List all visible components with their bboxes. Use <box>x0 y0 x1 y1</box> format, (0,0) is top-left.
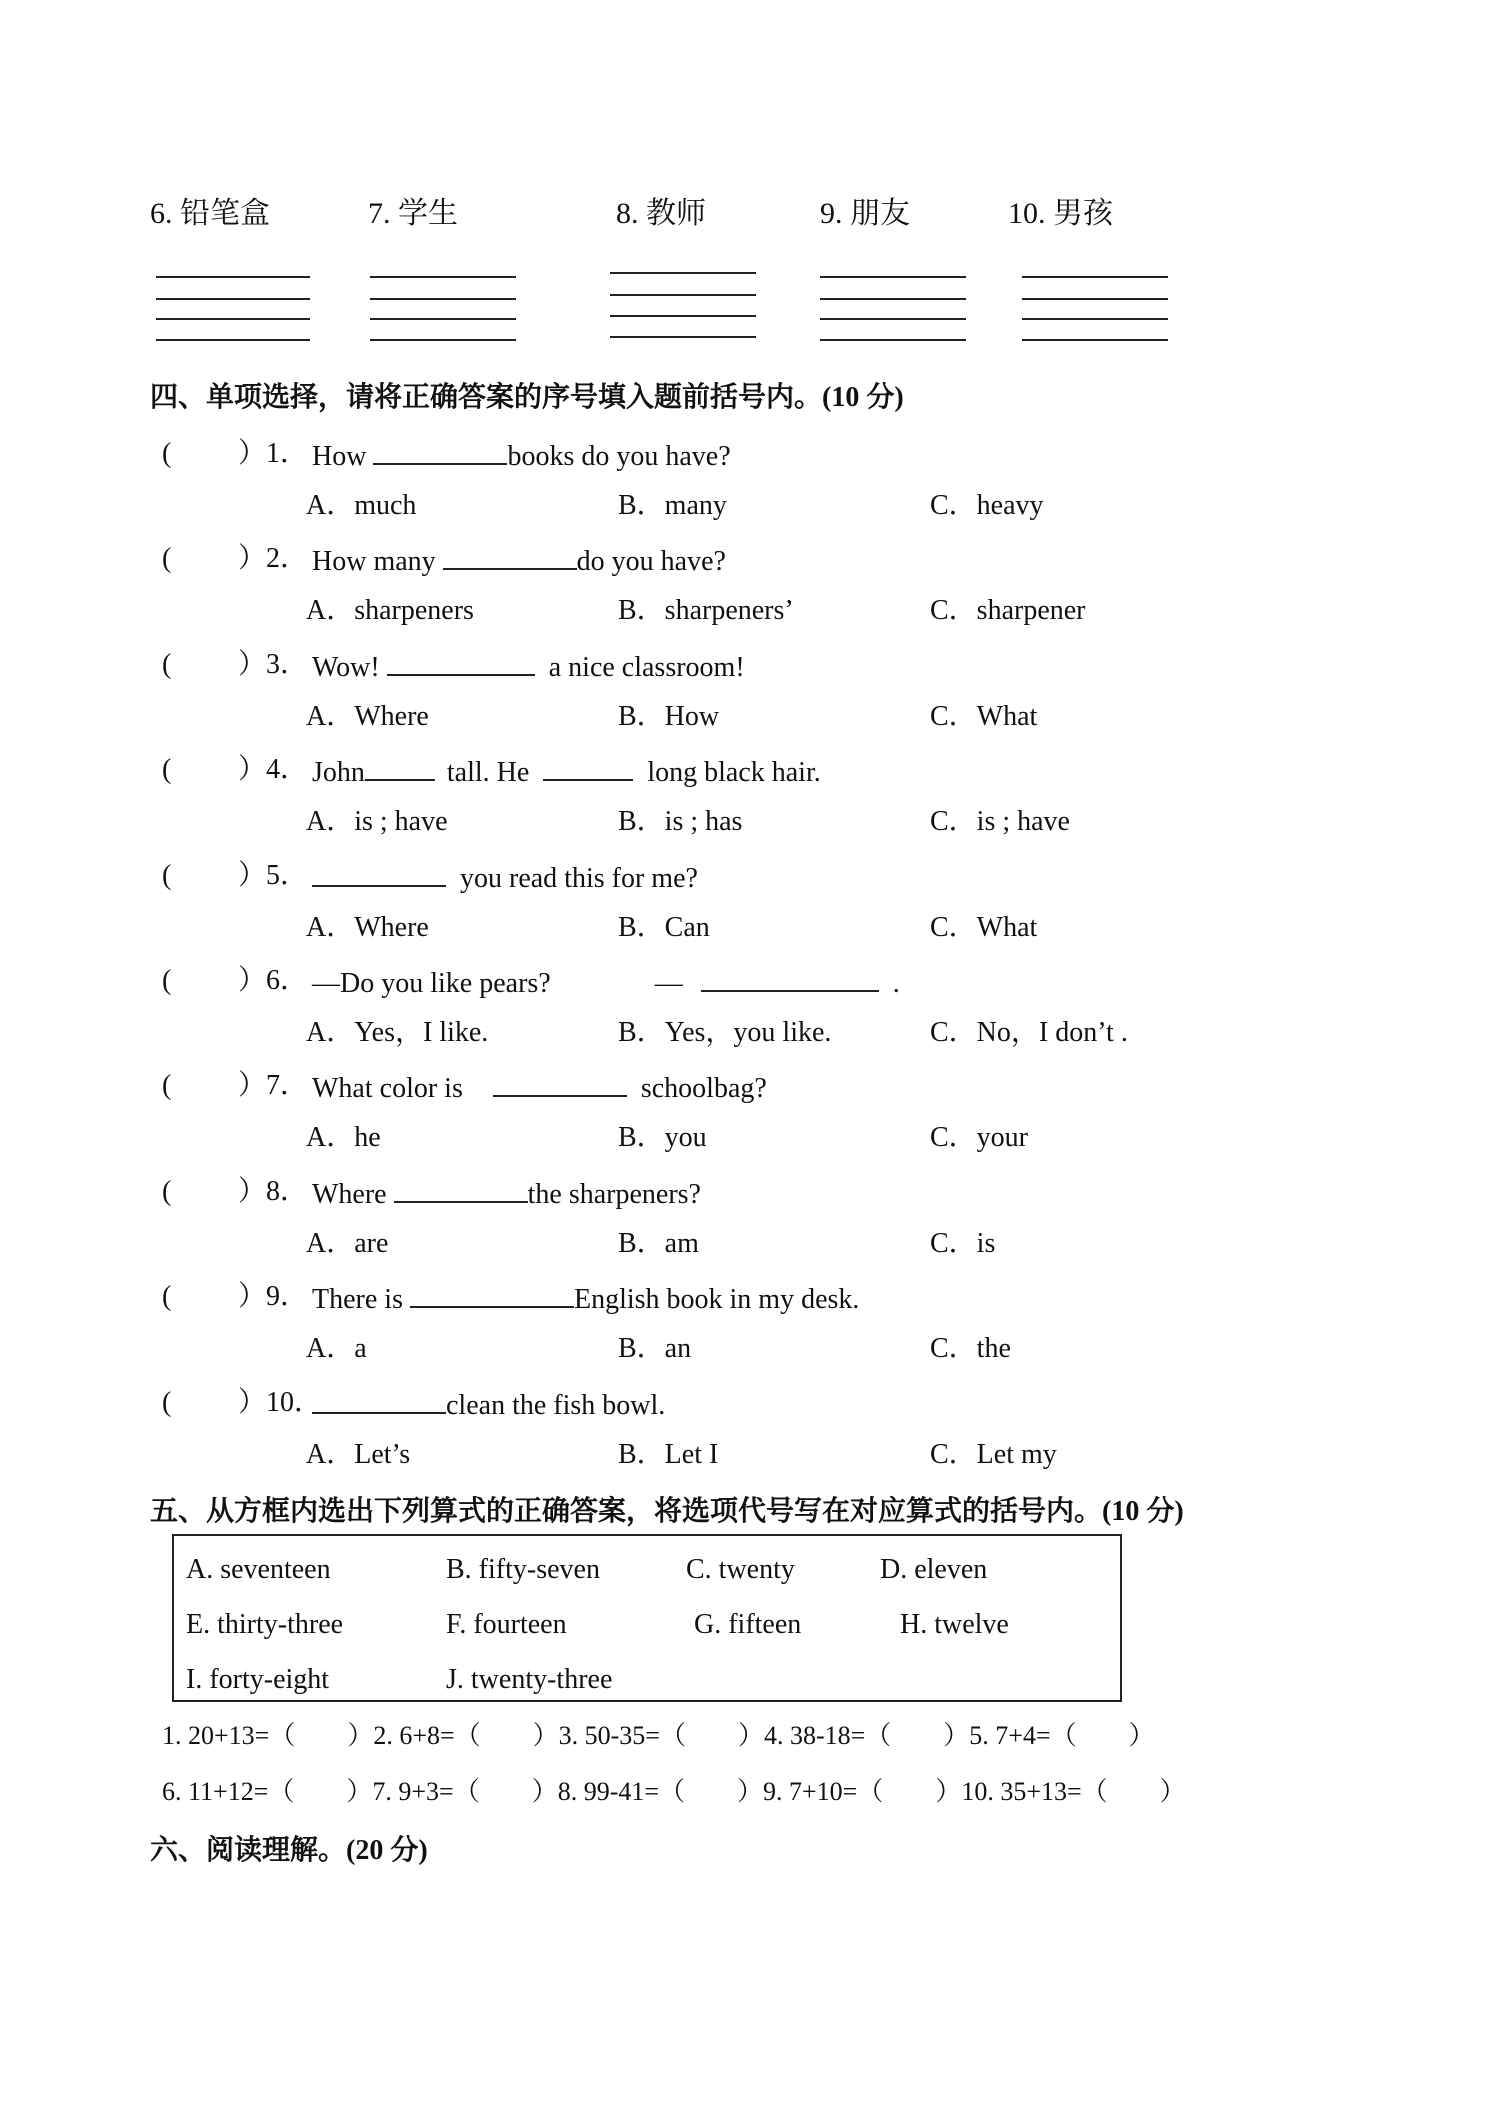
vocab-item-9: 9. 朋友 <box>820 197 910 230</box>
choice-c[interactable]: C．the <box>930 1333 1011 1364</box>
choice-a[interactable]: A．Let’s <box>306 1439 411 1470</box>
question-number: ）8． <box>238 1176 309 1207</box>
question-number: ）1． <box>238 438 309 469</box>
choice-b[interactable]: B．How <box>618 701 720 732</box>
question-text-post: . <box>892 968 900 999</box>
choice-b[interactable]: B．Yes，you like. <box>618 1017 832 1048</box>
option-h: H. twelve <box>900 1609 1009 1640</box>
option-b: B. fifty-seven <box>446 1554 600 1585</box>
option-i: I. forty-eight <box>186 1664 330 1695</box>
option-f: F. fourteen <box>446 1609 567 1640</box>
question-stem <box>312 859 698 896</box>
answer-blank[interactable] <box>493 1069 627 1097</box>
question-text-post: books do you have? <box>507 441 731 472</box>
option-g: G. fifteen <box>694 1609 802 1640</box>
question-number: ）7． <box>238 1070 309 1101</box>
question-text-pre: —Do you like pears? <box>312 968 551 999</box>
choice-a[interactable]: A．sharpeners <box>306 595 474 626</box>
answer-bracket[interactable]: ( <box>162 543 172 574</box>
option-c: C. twenty <box>686 1554 795 1585</box>
choice-b[interactable]: B．sharpeners’ <box>618 595 794 626</box>
question-text-post: you read this for me? <box>460 863 698 894</box>
question-stem <box>312 1280 859 1317</box>
choice-a[interactable]: A．is ; have <box>306 806 448 837</box>
question-number: ）5． <box>238 860 309 891</box>
answer-blank[interactable] <box>543 753 633 781</box>
answer-bracket[interactable]: ( <box>162 965 172 996</box>
question-stem <box>312 648 745 685</box>
choice-b[interactable]: B．many <box>618 490 727 521</box>
vocab-item-7: 7. 学生 <box>368 197 458 230</box>
choice-a[interactable]: A．Where <box>306 701 429 732</box>
question-number: ）3． <box>238 649 309 680</box>
answer-bracket[interactable]: ( <box>162 1070 172 1101</box>
question-number: ）2． <box>238 543 309 574</box>
question-stem <box>312 437 731 474</box>
question-stem <box>312 964 900 1001</box>
choice-c[interactable]: C．sharpener <box>930 595 1086 626</box>
section5-heading: 五、从方框内选出下列算式的正确答案，将选项代号写在对应算式的括号内。(10 分) <box>150 1496 1184 1527</box>
question-text-pre: Where <box>312 1179 394 1210</box>
question-stem <box>312 753 821 790</box>
reply-dash: — <box>654 968 683 999</box>
vocab-item-8: 8. 教师 <box>616 197 706 230</box>
choice-c[interactable]: C．What <box>930 701 1038 732</box>
answer-blank[interactable] <box>312 1386 446 1414</box>
answer-blank[interactable] <box>443 542 577 570</box>
question-text-pre: How <box>312 441 374 472</box>
question-stem <box>312 542 726 579</box>
question-stem <box>312 1175 701 1212</box>
choice-a[interactable]: A．a <box>306 1333 367 1364</box>
section4-heading: 四、单项选择，请将正确答案的序号填入题前括号内。(10 分) <box>150 382 904 413</box>
answer-bracket[interactable]: ( <box>162 438 172 469</box>
question-text-pre: How many <box>312 546 443 577</box>
choice-c[interactable]: C．No，I don’t . <box>930 1017 1128 1048</box>
answer-blank[interactable] <box>387 648 535 676</box>
question-stem <box>312 1386 665 1423</box>
option-e: E. thirty-three <box>186 1609 344 1640</box>
math-row-2[interactable]: 6. 11+12=（ ）7. 9+3=（ ）8. 99-41=（ ）9. 7+10=（ ）10. 35+13=（ ） <box>162 1777 1186 1806</box>
answer-bracket[interactable]: ( <box>162 1387 172 1418</box>
answer-blank[interactable] <box>312 859 446 887</box>
question-stem <box>312 1069 767 1106</box>
answer-bracket[interactable]: ( <box>162 1176 172 1207</box>
question-text-post: long black hair. <box>647 757 821 788</box>
choice-c[interactable]: C．Let my <box>930 1439 1057 1470</box>
choice-b[interactable]: B．is ; has <box>618 806 743 837</box>
question-text-pre: Wow! <box>312 652 387 683</box>
question-text-post: schoolbag? <box>640 1073 767 1104</box>
question-text-post: do you have? <box>576 546 726 577</box>
answer-bracket[interactable]: ( <box>162 1281 172 1312</box>
question-text-mid: tall. He <box>446 757 530 788</box>
answer-blank[interactable] <box>410 1280 574 1308</box>
answer-blank[interactable] <box>394 1175 528 1203</box>
choice-a[interactable]: A．Where <box>306 912 429 943</box>
choice-c[interactable]: C．is ; have <box>930 806 1070 837</box>
question-number: ）9． <box>238 1281 309 1312</box>
option-d: D. eleven <box>880 1554 988 1585</box>
option-a: A. seventeen <box>186 1554 331 1585</box>
choice-a[interactable]: A．he <box>306 1122 381 1153</box>
choice-c[interactable]: C．is <box>930 1228 996 1259</box>
question-text-post: clean the fish bowl. <box>446 1390 666 1421</box>
option-j: J. twenty-three <box>446 1664 613 1695</box>
question-number: ）4． <box>238 754 309 785</box>
choice-b[interactable]: B．am <box>618 1228 699 1259</box>
question-text-post: a nice classroom! <box>548 652 745 683</box>
question-text-pre: There is <box>312 1284 410 1315</box>
choice-c[interactable]: C．heavy <box>930 490 1044 521</box>
question-text-post: English book in my desk. <box>573 1284 860 1315</box>
answer-bracket[interactable]: ( <box>162 649 172 680</box>
question-text-post: the sharpeners? <box>527 1179 701 1210</box>
vocab-item-10: 10. 男孩 <box>1008 197 1113 230</box>
choice-a[interactable]: A．are <box>306 1228 389 1259</box>
vocab-item-6: 6. 铅笔盒 <box>150 197 270 230</box>
choice-b[interactable]: B．you <box>618 1122 707 1153</box>
section6-heading: 六、阅读理解。(20 分) <box>150 1835 428 1866</box>
question-number: ）10． <box>238 1387 323 1418</box>
choice-b[interactable]: B．Can <box>618 912 710 943</box>
question-text-pre: What color is <box>312 1073 463 1104</box>
math-row-1[interactable]: 1. 20+13=（ ）2. 6+8=（ ）3. 50-35=（ ）4. 38-18=（ ）5. 7+4=（ ） <box>162 1721 1155 1750</box>
choice-a[interactable]: A．Yes，I like. <box>306 1017 489 1048</box>
choice-c[interactable]: C．your <box>930 1122 1029 1153</box>
answer-blank[interactable] <box>701 964 879 992</box>
choice-b[interactable]: B．an <box>618 1333 692 1364</box>
question-number: ）6． <box>238 965 309 996</box>
choice-a[interactable]: A．much <box>306 490 417 521</box>
answer-blank[interactable] <box>373 437 507 465</box>
answer-bracket[interactable]: ( <box>162 860 172 891</box>
question-text-pre: John <box>312 757 365 788</box>
choice-b[interactable]: B．Let I <box>618 1439 719 1470</box>
choice-c[interactable]: C．What <box>930 912 1038 943</box>
answer-blank[interactable] <box>365 753 435 781</box>
answer-bracket[interactable]: ( <box>162 754 172 785</box>
